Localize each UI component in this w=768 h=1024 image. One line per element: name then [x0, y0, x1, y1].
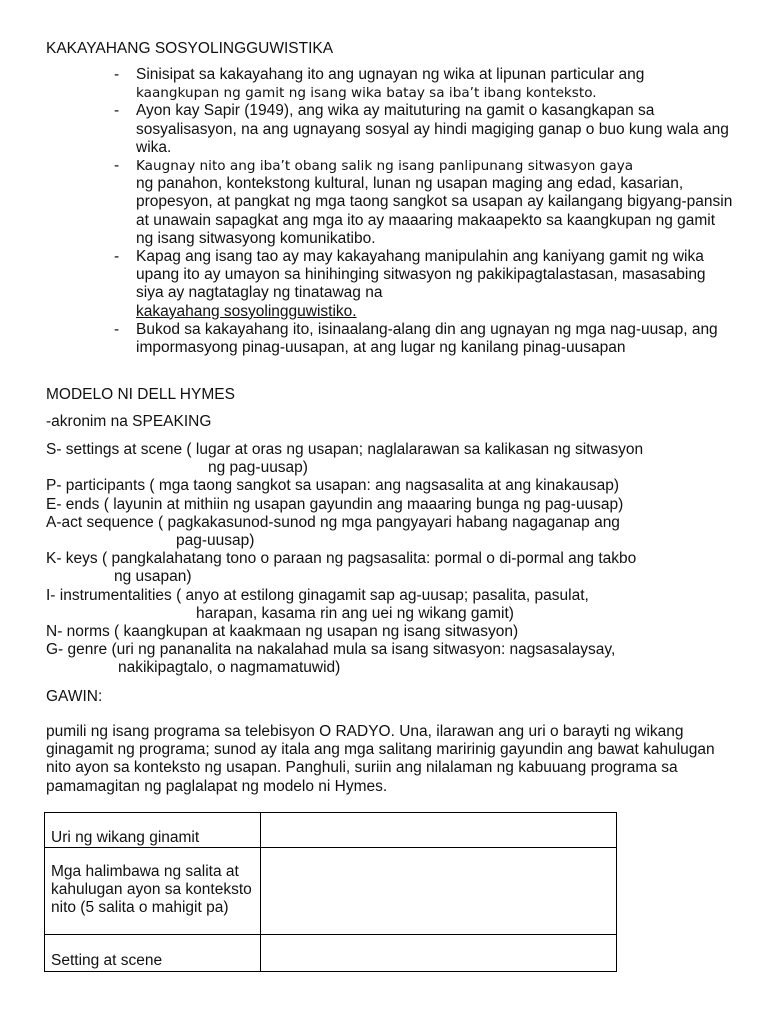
gawin-heading: GAWIN: — [46, 688, 103, 705]
table-label-cell — [45, 813, 261, 848]
bullet-list — [114, 66, 734, 357]
speaking-list — [46, 441, 736, 678]
bullet-text-emphasis: kaangkupan ng gamit ng isang wika batay sa iba’t ibang konteksto. — [136, 85, 597, 102]
bullet-dash: - — [114, 66, 120, 83]
speaking-item-text: K- keys ( pangkalahatang tono o paraan ng pagsasalita: pormal o di-pormal ang takbo — [46, 550, 637, 568]
bullet-item — [114, 66, 734, 102]
document-title: KAKAYAHANG SOSYOLINGGUWISTIKA — [46, 40, 334, 57]
speaking-item-continuation: harapan, kasama rin ang uei ng wikang gamit) — [196, 604, 514, 622]
acronym-line: -akronim na SPEAKING — [46, 413, 212, 430]
table-label: Mga halimbawa ng salita at kahulugan ayon sa konteksto nito (5 salita o mahigit pa) — [51, 863, 252, 916]
table-answer-cell[interactable] — [261, 813, 617, 848]
speaking-item-continuation: pag-uusap) — [176, 532, 255, 550]
bullet-item — [114, 321, 734, 357]
bullet-text: ng panahon, kontekstong kultural, lunan ng usapan maging ang edad, kasarian, propesyon, at pangkat ng mga taong sangkot sa usapan ay kailangang bigyang-pansin at unawain sapagkat ang mga ito ay maaaring makaapekto sa kaangkupan ng gamit ng isang sitwasyong komunikatibo. — [136, 175, 733, 247]
bullet-dash: - — [114, 248, 120, 266]
table-answer-cell[interactable] — [261, 935, 617, 972]
bullet-dash: - — [114, 102, 120, 120]
table-label: Uri ng wikang ginamit — [51, 829, 200, 846]
bullet-text-emphasis: Kaugnay nito ang iba’t obang salik ng isang panlipunang sitwasyon gaya — [136, 158, 634, 175]
worksheet-table — [44, 812, 617, 972]
table-label: Setting at scene — [51, 952, 163, 969]
bullet-text: Sinisipat sa kakayahang ito ang ugnayan ng wika at lipunan particular ang — [136, 66, 645, 83]
speaking-item-continuation: nakikipagtalo, o nagmamatuwid) — [118, 659, 341, 677]
bullet-item — [114, 157, 734, 248]
speaking-item-continuation: ng pag-uusap) — [208, 459, 308, 477]
bullet-text: Bukod sa kakayahang ito, isinaalang-alang din ang ugnayan ng mga nag-uusap, ang impormasyong pinag-uusapan, at ang lugar ng kanilang pinag-uusapan — [136, 320, 718, 357]
table-answer-cell[interactable] — [261, 848, 617, 935]
table-label-cell — [45, 848, 261, 935]
bullet-text: Kapag ang isang tao ay may kakayahang manipulahin ang kaniyang gamit ng wika upang ito ay umayon sa hinihinging sitwasyon ng pakikipagtalastasan, masasabing siya ay nagtataglay ng tinatawag na — [136, 248, 706, 302]
speaking-item-text: P- participants ( mga taong sangkot sa usapan: ang nagsasalita at ang kinakausap) — [46, 477, 620, 495]
speaking-item-e — [46, 496, 736, 514]
bullet-item — [114, 248, 734, 321]
speaking-item-k — [46, 550, 736, 586]
task-instructions: pumili ng isang programa sa telebisyon O RADYO. Una, ilarawan ang uri o barayti ng wikang ginagamit ng programa; sunod ay itala ang mga salitang maririnig gayundin ang bawat kahulugan nito ayon sa konteksto ng usapan. Panghuli, suriin ang nilalaman ng kabuuang programa sa pamamagitan ng paglalapat ng modelo ni Hymes. — [46, 723, 715, 795]
speaking-item-text: G- genre (uri ng pananalita na nakalahad mula sa isang sitwasyon: nagsasalaysay, — [46, 641, 616, 659]
speaking-item-g — [46, 641, 736, 677]
speaking-item-n — [46, 623, 736, 641]
table-row — [45, 848, 617, 935]
bullet-item — [114, 102, 734, 157]
speaking-item-i — [46, 587, 736, 623]
bullet-dash: - — [114, 157, 120, 175]
speaking-item-text: I- instrumentalities ( anyo at estilong ginagamit sap ag-uusap; pasalita, pasulat, — [46, 586, 589, 604]
table-label-cell — [45, 935, 261, 972]
speaking-item-continuation: ng usapan) — [114, 568, 192, 586]
speaking-item-text: A-act sequence ( pagkakasunod-sunod ng mga pangyayari habang nagaganap ang — [46, 513, 620, 531]
model-heading: MODELO NI DELL HYMES — [46, 386, 235, 403]
speaking-item-s — [46, 441, 736, 477]
bullet-dash: - — [114, 320, 120, 338]
underlined-term: kakayahang sosyolingguwistiko. — [136, 302, 357, 320]
bullet-text: Ayon kay Sapir (1949), ang wika ay maituturing na gamit o kasangkapan sa sosyalisasyon, na ang ugnayang sosyal ay hindi magiging ganap o buo kung wala ang wika. — [136, 102, 729, 156]
speaking-item-text: E- ends ( layunin at mithiin ng usapan gayundin ang maaaring bunga ng pag-uusap) — [46, 495, 624, 513]
speaking-item-a — [46, 514, 736, 550]
speaking-item-text: N- norms ( kaangkupan at kaakmaan ng usapan ng isang sitwasyon) — [46, 623, 519, 641]
table-row — [45, 813, 617, 848]
speaking-item-p — [46, 477, 736, 495]
speaking-item-text: S- settings at scene ( lugar at oras ng usapan; naglalarawan sa kalikasan ng sitwasyon — [46, 441, 644, 458]
table-row — [45, 935, 617, 972]
